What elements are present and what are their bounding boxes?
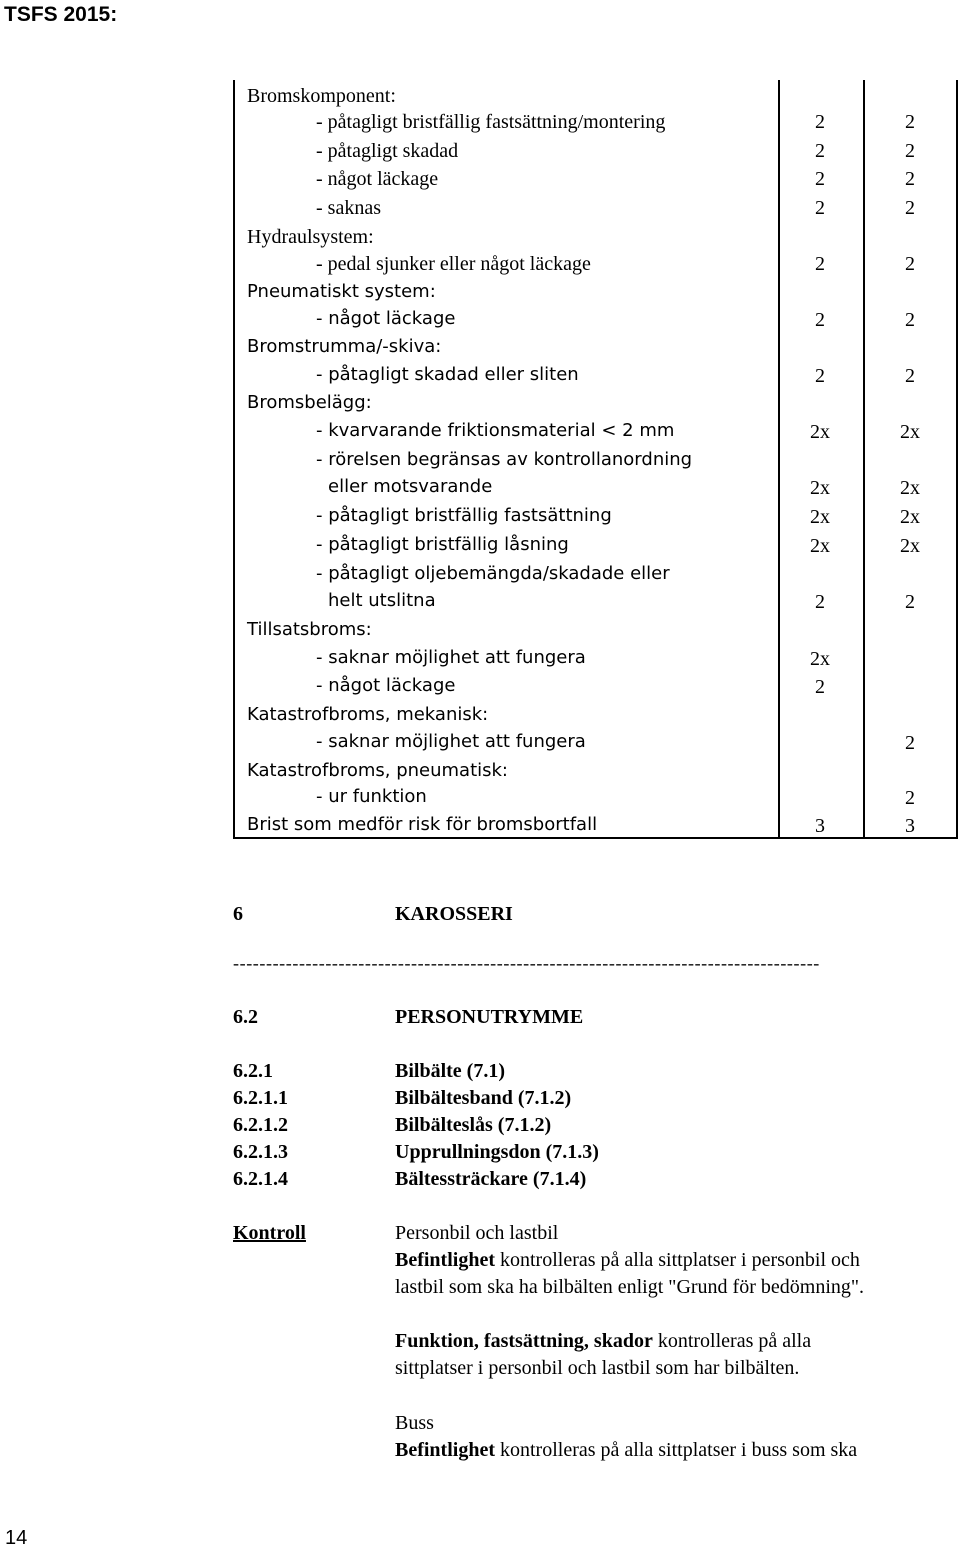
item-number: 6.2.1.2 — [233, 1114, 288, 1136]
table-cell-col2: 2 — [905, 787, 915, 809]
table-row-label: Katastrofbroms, mekanisk: — [247, 704, 489, 725]
table-row-label: Bromstrumma/-skiva: — [247, 336, 442, 357]
table-row-label: - saknar möjlighet att fungera — [316, 647, 586, 668]
table-row-label: Tillsatsbroms: — [247, 619, 372, 640]
table-cell-col1: 2 — [815, 676, 825, 698]
paragraph-text: kontrolleras på alla sittplatser i buss som ska — [495, 1439, 858, 1461]
table-cell-col1: 2 — [815, 591, 825, 613]
table-row-label: Katastrofbroms, pneumatisk: — [247, 760, 508, 781]
page-number: 14 — [5, 1527, 28, 1549]
kontroll-paragraph-2 — [395, 1331, 811, 1351]
kontroll-paragraph-1 — [395, 1250, 860, 1270]
table-row-label: helt utslitna — [328, 590, 436, 611]
table-row-label: - rörelsen begränsas av kontrollanordning — [316, 449, 693, 470]
table-row-label: - något läckage — [316, 308, 456, 329]
table-cell-col1: 2x — [810, 477, 830, 499]
table-cell-col2: 2 — [905, 591, 915, 613]
table-row-label: - påtagligt bristfällig låsning — [316, 534, 569, 555]
table-row-label: Bromskomponent: — [247, 85, 396, 107]
table-cell-col2: 2x — [900, 421, 920, 443]
table-row-label: - ur funktion — [316, 786, 427, 807]
table-cell-col2: 2 — [905, 732, 915, 754]
table-cell-col2: 2 — [905, 111, 915, 133]
emphasis: Funktion, fastsättning, skador — [395, 1330, 653, 1352]
kontroll-heading-personbil: Personbil och lastbil — [395, 1222, 559, 1244]
subsection-title: PERSONUTRYMME — [395, 1006, 584, 1028]
paragraph-text: kontrolleras på alla sittplatser i personbil och — [495, 1249, 860, 1271]
item-number: 6.2.1.3 — [233, 1141, 288, 1163]
table-row-label: Brist som medför risk för bromsbortfall — [247, 814, 598, 835]
table-cell-col2: 2x — [900, 506, 920, 528]
table-row-label: eller motsvarande — [328, 476, 493, 497]
table-row-label: - kvarvarande friktionsmaterial < 2 mm — [316, 420, 675, 441]
table-col-divider-1 — [778, 80, 780, 839]
item-title: Upprullningsdon (7.1.3) — [395, 1141, 599, 1163]
table-col-divider-2 — [863, 80, 865, 839]
item-number: 6.2.1 — [233, 1060, 273, 1082]
table-row-label: Bromsbelägg: — [247, 392, 372, 413]
table-cell-col1: 2x — [810, 421, 830, 443]
table-cell-col1: 2 — [815, 111, 825, 133]
table-cell-col2: 2x — [900, 535, 920, 557]
kontroll-label: Kontroll — [233, 1222, 306, 1244]
document-header: TSFS 2015: — [4, 3, 118, 26]
table-cell-col1: 2 — [815, 253, 825, 275]
table-row-label: - saknas — [316, 197, 381, 219]
item-title: Bilbälte (7.1) — [395, 1060, 505, 1082]
item-number: 6.2.1.1 — [233, 1087, 288, 1109]
table-cell-col1: 3 — [815, 815, 825, 837]
paragraph-text: kontrolleras på alla — [652, 1330, 812, 1352]
table-right-border — [956, 80, 958, 839]
item-title: Bältessträckare (7.1.4) — [395, 1168, 587, 1190]
item-title: Bilbältesband (7.1.2) — [395, 1087, 572, 1109]
section-title: KAROSSERI — [395, 903, 513, 925]
table-cell-col1: 2x — [810, 535, 830, 557]
kontroll-heading-buss: Buss — [395, 1412, 434, 1434]
table-row-label: - något läckage — [316, 675, 456, 696]
item-title: Bilbälteslås (7.1.2) — [395, 1114, 552, 1136]
subsection-number: 6.2 — [233, 1006, 258, 1028]
emphasis: Befintlighet — [395, 1249, 495, 1271]
table-cell-col2: 2 — [905, 309, 915, 331]
table-cell-col1: 2 — [815, 365, 825, 387]
section-number: 6 — [233, 903, 243, 925]
table-cell-col1: 2x — [810, 648, 830, 670]
table-bottom-border — [233, 837, 958, 839]
kontroll-paragraph-3 — [395, 1440, 857, 1460]
table-cell-col1: 2 — [815, 309, 825, 331]
table-cell-col1: 2 — [815, 197, 825, 219]
table-row-label: Hydraulsystem: — [247, 226, 374, 248]
table-row-label: - något läckage — [316, 168, 439, 190]
table-cell-col2: 2 — [905, 365, 915, 387]
table-cell-col2: 2 — [905, 253, 915, 275]
table-row-label: - påtagligt bristfällig fastsättning/montering — [316, 111, 666, 133]
table-cell-col1: 2 — [815, 168, 825, 190]
table-cell-col2: 2x — [900, 477, 920, 499]
item-number: 6.2.1.4 — [233, 1168, 288, 1190]
table-cell-col2: 2 — [905, 197, 915, 219]
kontroll-paragraph-1-line2: lastbil som ska ha bilbälten enligt "Grund för bedömning". — [395, 1276, 865, 1298]
table-row-label: - påtagligt skadad — [316, 140, 459, 162]
table-row-label: - pedal sjunker eller något läckage — [316, 253, 591, 275]
table-row-label: - saknar möjlighet att fungera — [316, 731, 586, 752]
section-divider: ----------------------------------------------------------------------------------------- — [233, 954, 820, 972]
table-left-border — [233, 80, 235, 839]
table-row-label: - påtagligt oljebemängda/skadade eller — [316, 563, 670, 584]
table-row-label: Pneumatiskt system: — [247, 281, 436, 302]
table-cell-col1: 2x — [810, 506, 830, 528]
table-cell-col2: 2 — [905, 168, 915, 190]
table-cell-col1: 2 — [815, 140, 825, 162]
kontroll-paragraph-2-line2: sittplatser i personbil och lastbil som har bilbälten. — [395, 1357, 800, 1379]
table-row-label: - påtagligt bristfällig fastsättning — [316, 505, 612, 526]
table-row-label: - påtagligt skadad eller sliten — [316, 364, 579, 385]
emphasis: Befintlighet — [395, 1439, 495, 1461]
table-cell-col2: 2 — [905, 140, 915, 162]
table-cell-col2: 3 — [905, 815, 915, 837]
